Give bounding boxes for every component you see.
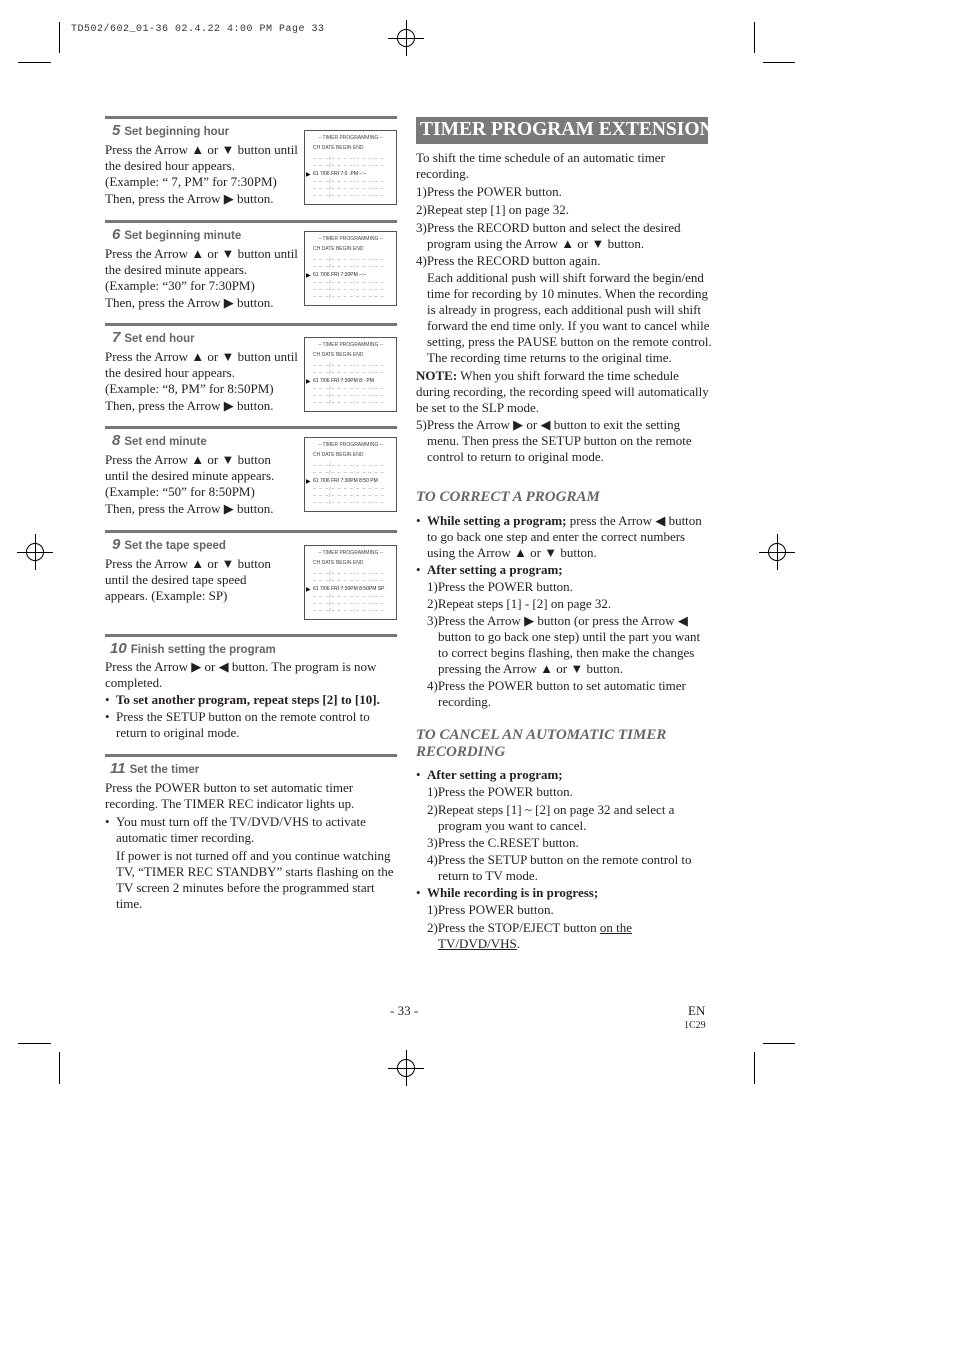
extension-step: 1)Press the POWER button.: [416, 184, 562, 199]
step-divider: [105, 634, 397, 637]
step-divider: [105, 530, 397, 533]
section-title-correct: TO CORRECT A PROGRAM: [416, 489, 600, 505]
extension-note: NOTE: When you shift forward the time schedule during recording, the recording speed will automatically be set to the SLP mode.: [416, 368, 709, 415]
extension-step-detail: Each additional push will shift forward the begin/end time for recording by 10 minutes. When the recording is already in progress, each additional push will shift forward the end time only. If you want to cancel while setting, press the PAUSE button on the remote control. The recording time returns to the original time.: [427, 270, 712, 365]
step-heading: 8 Set end minute: [112, 432, 207, 449]
step-heading: 5 Set beginning hour: [112, 122, 230, 139]
step-divider: [105, 754, 397, 757]
extension-intro: To shift the time schedule of an automatic timer recording.: [416, 150, 665, 181]
crop-mark: [754, 22, 755, 53]
step-line: Press the Arrow ▲ or ▼ button until: [105, 349, 298, 364]
correct-step: 2)Repeat steps [1] - [2] on page 32.: [427, 596, 612, 611]
step-heading: 7 Set end hour: [112, 329, 195, 346]
step-divider: [105, 116, 397, 119]
step-line: Then, press the Arrow ▶ button.: [105, 501, 274, 516]
step-heading: 10 Finish setting the program: [110, 640, 276, 657]
correct-body: [416, 513, 712, 710]
crop-mark: [754, 1052, 755, 1084]
cancel-step: 1)Press POWER button.: [427, 902, 554, 917]
step-line: Then, press the Arrow ▶ button.: [105, 295, 274, 310]
step-line: (Example: “50” for 8:50PM): [105, 484, 255, 499]
timer-screen-diagram: – TIMER PROGRAMMING – CH DATE BEGIN END – – –/– – – –:– – –:– – – – –/– – – –:– – –:– – ▶ 61 7/06 FRI 7:30PM 8:· PM – – –/– – – –:– – –:– – – – –/– – – –:– – –:– – – – –/– – – –:– – –:– –: [304, 337, 397, 412]
crop-mark: [18, 1043, 51, 1044]
step10-text: Press the Arrow ▶ or ◀ button. The program is now completed.: [105, 659, 377, 690]
registration-mark-right: [759, 534, 795, 570]
step-line: Then, press the Arrow ▶ button.: [105, 191, 274, 206]
print-header: TD502/602_01-36 02.4.22 4:00 PM Page 33: [71, 24, 325, 35]
correct-step: 4)Press the POWER button to set automatic timer recording.: [427, 678, 686, 709]
crop-mark: [763, 62, 795, 63]
step-body: [105, 246, 305, 311]
timer-screen-diagram: – TIMER PROGRAMMING – CH DATE BEGIN END – – –/– – – –:– – –:– – – – –/– – – –:– – –:– – ▶ 61 7/06 FRI 7:30PM 8:50PM SP – – –/– – – –:– – –:– – – – –/– – – –:– – –:– – – – –/– – – –:– – –:– –: [304, 545, 397, 620]
cancel-bullet: • While recording is in progress;: [416, 885, 712, 901]
extension-step: 4)Press the RECORD button again.: [416, 253, 601, 268]
cancel-bullet: • After setting a program;: [416, 767, 712, 783]
timer-screen-diagram: – TIMER PROGRAMMING – CH DATE BEGIN END – – –/– – – –:– – –:– – – – –/– – – –:– – –:– – ▶ 61 7/06 FRI 7:0 ·PM –:– – – –/– – – –:– – –:– – – – –/– – – –:– – –:– – – – –/– – – –:– – –:– –: [304, 130, 397, 205]
step-line: (Example: “30” for 7:30PM): [105, 278, 255, 293]
section-title-timer-program-extension: TIMER PROGRAM EXTENSION: [416, 117, 708, 144]
timer-screen-diagram: – TIMER PROGRAMMING – CH DATE BEGIN END – – –/– – – –:– – –:– – – – –/– – – –:– – –:– – ▶ 61 7/06 FRI 7:30PM 8:50 PM – – –/– – – –:– – –:– – – – –/– – – –:– – –:– – – – –/– – – –:– – –:– –: [304, 437, 397, 512]
step-divider: [105, 220, 397, 223]
step-line: Press the Arrow ▲ or ▼ button: [105, 452, 271, 467]
step-line: (Example: “ 7, PM” for 7:30PM): [105, 174, 277, 189]
cancel-step: 3)Press the C.RESET button.: [427, 835, 579, 850]
step-line: the desired hour appears.: [105, 158, 235, 173]
step-line: Press the Arrow ▲ or ▼ button until: [105, 142, 298, 157]
page-number: - 33 -: [390, 1003, 419, 1018]
extension-step: 2)Repeat step [1] on page 32.: [416, 202, 570, 217]
cancel-body: [416, 767, 712, 952]
timer-screen-diagram: – TIMER PROGRAMMING – CH DATE BEGIN END – – –/– – – –:– – –:– – – – –/– – – –:– – –:– – ▶ 61 7/06 FRI 7:30PM –:– – – –/– – – –:– – –:– – – – –/– – – –:– – –:– – – – –/– – – –:– – –:– –: [304, 231, 397, 306]
crop-mark: [59, 1052, 60, 1084]
step-line: (Example: “8, PM” for 8:50PM): [105, 381, 274, 396]
step-line: Press the Arrow ▲ or ▼ button until: [105, 246, 298, 261]
section-title-cancel: TO CANCEL AN AUTOMATIC TIMER RECORDING: [416, 727, 667, 760]
step-line: the desired minute appears.: [105, 262, 248, 277]
cancel-step: 2)Repeat steps [1] ~ [2] on page 32 and select a program you want to cancel.: [427, 802, 675, 833]
step-line: until the desired minute appears.: [105, 468, 275, 483]
step-line: appears. (Example: SP): [105, 588, 228, 603]
language-code: EN: [688, 1003, 706, 1018]
crop-mark: [763, 1043, 795, 1044]
step-line: the desired hour appears.: [105, 365, 235, 380]
step-line: until the desired tape speed: [105, 572, 247, 587]
extension-step: 3)Press the RECORD button and select the desired program using the Arrow ▲ or ▼ button.: [416, 220, 681, 251]
correct-bullet: • After setting a program;: [416, 562, 712, 578]
crop-mark: [18, 62, 51, 63]
correct-bullet: • While setting a program; press the Arrow ◀ button to go back one step and enter the correct numbers using the Arrow ▲ or ▼ button.: [416, 513, 712, 561]
step-body: [105, 142, 305, 207]
step-heading: 11 Set the timer: [110, 760, 200, 777]
step-heading: 6 Set beginning minute: [112, 226, 242, 243]
step11-bullet: • You must turn off the TV/DVD/VHS to activate automatic timer recording.: [105, 814, 397, 846]
correct-step: 3)Press the Arrow ▶ button (or press the Arrow ◀ button to go back one step) until the part you want to correct begins flashing, then make the changes pressing the Arrow ▲ or ▼ button.: [427, 613, 701, 676]
step-divider: [105, 426, 397, 429]
correct-step: 1)Press the POWER button.: [427, 579, 573, 594]
step-body: [105, 780, 397, 912]
document-code: 1C29: [684, 1020, 706, 1031]
registration-mark-bottom: [388, 1050, 424, 1086]
step10-bullet: • To set another program, repeat steps [2] to [10].: [105, 692, 397, 708]
step11-note: If power is not turned off and you continue watching TV, “TIMER REC STANDBY” starts flashing on the TV screen 2 minutes before the programmed start time.: [116, 848, 394, 911]
step-line: Press the Arrow ▲ or ▼ button: [105, 556, 271, 571]
extension-body: [416, 150, 712, 465]
step11-text: Press the POWER button to set automatic timer recording. The TIMER REC indicator lights up.: [105, 780, 355, 811]
step-body: [105, 659, 397, 741]
step-body: [105, 556, 305, 604]
extension-step: 5)Press the Arrow ▶ or ◀ button to exit the setting menu. Then press the SETUP button on the remote control to return to original mode.: [416, 417, 692, 464]
crop-mark: [59, 22, 60, 53]
cancel-step: 1)Press the POWER button.: [427, 784, 573, 799]
registration-mark-left: [17, 534, 53, 570]
step-heading: 9 Set the tape speed: [112, 536, 226, 553]
step-divider: [105, 323, 397, 326]
step-body: [105, 452, 305, 517]
step-body: [105, 349, 305, 414]
registration-mark-top: [388, 20, 424, 56]
step-line: Then, press the Arrow ▶ button.: [105, 398, 274, 413]
cancel-step: 4)Press the SETUP button on the remote control to return to TV mode.: [427, 852, 692, 883]
cancel-step: 2)Press the STOP/EJECT button on the TV/DVD/VHS.: [427, 920, 633, 951]
step10-bullet: • Press the SETUP button on the remote control to return to original mode.: [105, 709, 397, 741]
